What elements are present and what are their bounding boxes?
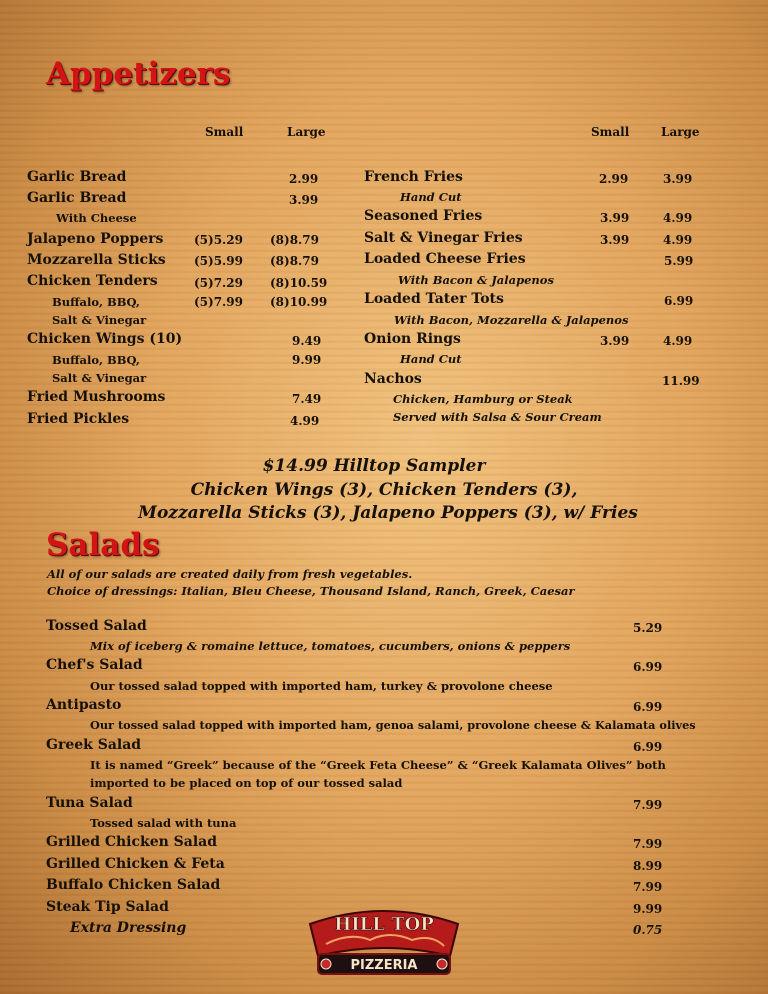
logo-pepperoni-icon [321, 959, 331, 969]
menu-item-name: Greek Salad [46, 737, 142, 753]
menu-item-price-small: (5)5.99 [194, 254, 243, 268]
menu-item-price: 6.99 [633, 660, 663, 674]
menu-item-name: Buffalo Chicken Salad [46, 877, 221, 893]
menu-item-price: 8.99 [633, 859, 663, 873]
menu-item-name: Tuna Salad [46, 795, 133, 811]
menu-item-name: Jalapeno Poppers [27, 231, 164, 247]
menu-item-name: Fried Mushrooms [27, 389, 166, 405]
left-small-header: Small [205, 125, 244, 139]
menu-item-price-small: 2.99 [599, 172, 629, 186]
menu-item-price: 9.99 [633, 902, 663, 916]
menu-item-name: Chef's Salad [46, 657, 143, 673]
menu-item-desc: Our tossed salad topped with imported ham, turkey & provolone cheese [90, 679, 553, 693]
menu-item-name: French Fries [364, 169, 463, 185]
menu-item-name: Steak Tip Salad [46, 899, 169, 915]
salads-title: Salads [46, 527, 160, 563]
menu-item-price: 7.49 [292, 392, 322, 406]
left-large-header: Large [287, 125, 326, 139]
sampler-line: Mozzarella Sticks (3), Jalapeno Poppers (3), w/ Fries [138, 503, 638, 523]
menu-item-price-large: (8)8.79 [270, 233, 319, 247]
menu-item-price-large: 4.99 [663, 211, 693, 225]
menu-item-name: Mozzarella Sticks [27, 252, 166, 268]
menu-item-name: Fried Pickles [27, 411, 130, 427]
menu-item-sub: Hand Cut [400, 352, 462, 366]
menu-item-price-large: (8)10.59 [270, 276, 328, 290]
logo-pepperoni-icon [437, 959, 447, 969]
menu-item-price-large: 11.99 [662, 374, 700, 388]
menu-item-sub: Chicken, Hamburg or Steak [393, 392, 573, 406]
menu-item-name: Chicken Wings (10) [27, 331, 183, 347]
salads-dressings-note: Choice of dressings: Italian, Bleu Cheese, Thousand Island, Ranch, Greek, Caesar [47, 584, 575, 598]
menu-item-price-large: (8)8.79 [270, 254, 319, 268]
menu-item-name: Antipasto [46, 697, 122, 713]
sampler-line: Chicken Wings (3), Chicken Tenders (3), [190, 480, 578, 500]
menu-item-name: Grilled Chicken & Feta [46, 856, 225, 872]
menu-item-name: Garlic Bread [27, 190, 127, 206]
menu-item-name: Garlic Bread [27, 169, 127, 185]
menu-item-sub: Salt & Vinegar [52, 371, 147, 385]
menu-item-price-small: (5)7.29 [194, 276, 243, 290]
menu-item-sub: Buffalo, BBQ, [52, 353, 140, 367]
hilltop-pizzeria-logo [300, 904, 468, 980]
menu-item-name: Extra Dressing [70, 920, 187, 936]
menu-item-price-large: 3.99 [663, 172, 693, 186]
menu-item-desc: Our tossed salad topped with imported ham, genoa salami, provolone cheese & Kalamata olives [90, 718, 696, 732]
logo-bottom-text: PIZZERIA [350, 958, 418, 973]
menu-item-price: 3.99 [289, 193, 319, 207]
menu-item-sub: Served with Salsa & Sour Cream [393, 410, 602, 424]
menu-item-name: Loaded Cheese Fries [364, 251, 526, 267]
right-large-header: Large [661, 125, 700, 139]
menu-item-price-large: 4.99 [663, 334, 693, 348]
menu-item-sub: Buffalo, BBQ, [52, 295, 140, 309]
menu-item-price: 5.29 [633, 621, 663, 635]
menu-item-desc: It is named “Greek” because of the “Greek Feta Cheese” & “Greek Kalamata Olives” both [90, 758, 666, 772]
menu-item-price-small: 3.99 [600, 233, 630, 247]
menu-item-price: 6.99 [633, 740, 663, 754]
logo-top-text: HILL TOP [334, 914, 434, 935]
menu-item-price-large: 5.99 [664, 254, 694, 268]
menu-item-price-small: 3.99 [600, 211, 630, 225]
menu-item-price: 7.99 [633, 880, 663, 894]
menu-item-price: 6.99 [633, 700, 663, 714]
menu-item-price: 7.99 [633, 837, 663, 851]
menu-item-name: Loaded Tater Tots [364, 291, 504, 307]
menu-item-sub: With Cheese [56, 211, 137, 225]
sampler-title: $14.99 Hilltop Sampler [262, 456, 486, 476]
menu-item-sub: With Bacon, Mozzarella & Jalapenos [394, 313, 629, 327]
menu-item-price: 0.75 [633, 923, 663, 937]
salads-note: All of our salads are created daily from fresh vegetables. [47, 567, 413, 581]
menu-item-name: Seasoned Fries [364, 208, 483, 224]
menu-item-price: 4.99 [290, 414, 320, 428]
menu-item-price: 9.49 [292, 334, 322, 348]
menu-item-name: Onion Rings [364, 331, 461, 347]
menu-item-price-large: 4.99 [663, 233, 693, 247]
right-small-header: Small [591, 125, 630, 139]
menu-item-price: 2.99 [289, 172, 319, 186]
menu-item-price: 7.99 [633, 798, 663, 812]
menu-item-desc: Tossed salad with tuna [90, 816, 237, 830]
menu-item-name: Salt & Vinegar Fries [364, 230, 523, 246]
menu-item-sub: Salt & Vinegar [52, 313, 147, 327]
menu-item-name: Chicken Tenders [27, 273, 158, 289]
menu-item-price: 9.99 [292, 353, 322, 367]
menu-item-price-small: 3.99 [600, 334, 630, 348]
menu-item-price-small: (5)5.29 [194, 233, 243, 247]
menu-item-name: Nachos [364, 371, 422, 387]
menu-item-price-large: (8)10.99 [270, 295, 328, 309]
menu-item-name: Grilled Chicken Salad [46, 834, 218, 850]
menu-item-sub: With Bacon & Jalapenos [398, 273, 554, 287]
menu-item-sub: Hand Cut [400, 190, 462, 204]
menu-item-desc: Mix of iceberg & romaine lettuce, tomatoes, cucumbers, onions & peppers [90, 639, 571, 653]
appetizers-title: Appetizers [46, 56, 231, 92]
menu-item-desc: imported to be placed on top of our tossed salad [90, 776, 403, 790]
menu-item-price-small: (5)7.99 [194, 295, 243, 309]
menu-item-price-large: 6.99 [664, 294, 694, 308]
menu-item-name: Tossed Salad [46, 618, 147, 634]
